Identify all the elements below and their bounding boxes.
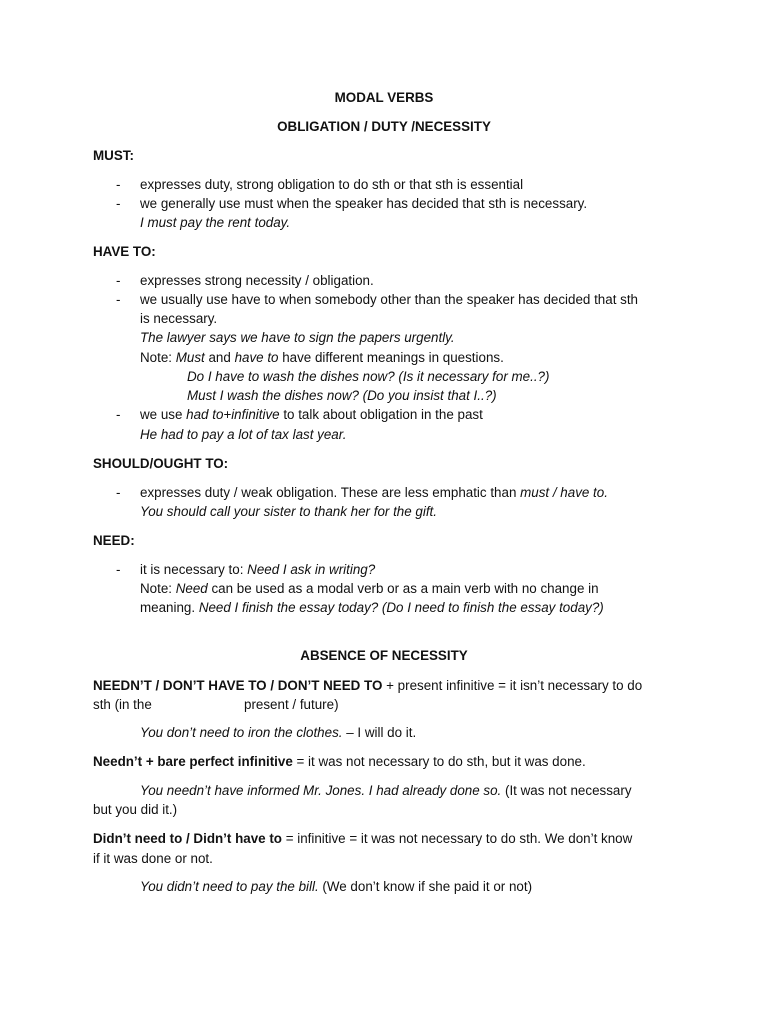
bullet-dash: - — [116, 292, 121, 307]
absence-para-3-line-2: if it was done or not. — [93, 851, 213, 866]
need-note: Note: Need can be used as a modal verb or as a main verb with no change in — [140, 581, 599, 596]
have-to-bullet-2-line-2: is necessary. — [140, 311, 218, 326]
absence-para-3-line-1: Didn’t need to / Didn’t have to = infinitive = it was not necessary to do sth. We don’t know — [93, 831, 633, 846]
have-to-question-2: Must I wash the dishes now? (Do you insist that I..?) — [187, 388, 497, 403]
absence-example-3: You didn’t need to pay the bill. (We don’t know if she paid it or not) — [140, 879, 533, 894]
have-to-bullet-2-line-1: we usually use have to when somebody other than the speaker has decided that sth — [140, 292, 639, 307]
have-to-example-2: He had to pay a lot of tax last year. — [140, 427, 347, 442]
absence-example-2-line-2: but you did it.) — [93, 802, 178, 817]
absence-example-2: You needn’t have informed Mr. Jones. I had already done so. (It was not necessary — [140, 783, 632, 798]
bullet-dash: - — [116, 196, 121, 211]
absence-para-1-line-1: NEEDN’T / DON’T HAVE TO / DON’T NEED TO + present infinitive = it isn’t necessary to do — [93, 678, 643, 693]
have-to-question-1: Do I have to wash the dishes now? (Is it necessary for me..?) — [187, 369, 550, 384]
should-bullet-1: expresses duty / weak obligation. These are less emphatic than must / have to. — [140, 485, 608, 500]
bullet-dash: - — [116, 407, 121, 422]
heading-should: SHOULD/OUGHT TO: — [93, 456, 229, 471]
heading-have-to: HAVE TO: — [93, 244, 156, 259]
absence-example-1: You don’t need to iron the clothes. – I will do it. — [140, 725, 417, 740]
should-example: You should call your sister to thank her for the gift. — [140, 504, 437, 519]
bullet-dash: - — [116, 485, 121, 500]
need-note-line-2: meaning. Need I finish the essay today? (Do I need to finish the essay today?) — [140, 600, 604, 615]
document-subtitle: OBLIGATION / DUTY /NECESSITY — [277, 119, 491, 134]
have-to-bullet-1: expresses strong necessity / obligation. — [140, 273, 374, 288]
heading-need: NEED: — [93, 533, 135, 548]
bullet-dash: - — [116, 177, 121, 192]
must-example: I must pay the rent today. — [140, 215, 291, 230]
absence-para-1-line-2a: sth (in the — [93, 697, 152, 712]
have-to-bullet-3: we use had to+infinitive to talk about obligation in the past — [140, 407, 483, 422]
have-to-example-1: The lawyer says we have to sign the papers urgently. — [140, 330, 455, 345]
must-bullet-2: we generally use must when the speaker has decided that sth is necessary. — [140, 196, 588, 211]
absence-para-1-line-2b: present / future) — [244, 697, 339, 712]
heading-absence-of-necessity: ABSENCE OF NECESSITY — [300, 648, 468, 663]
absence-para-2: Needn’t + bare perfect infinitive = it was not necessary to do sth, but it was done. — [93, 754, 586, 769]
bullet-dash: - — [116, 273, 121, 288]
must-bullet-1: expresses duty, strong obligation to do sth or that sth is essential — [140, 177, 524, 192]
heading-must: MUST: — [93, 148, 134, 163]
document-title: MODAL VERBS — [334, 90, 434, 105]
have-to-note: Note: Must and have to have different meanings in questions. — [140, 350, 504, 365]
need-bullet-1: it is necessary to: Need I ask in writing? — [140, 562, 376, 577]
bullet-dash: - — [116, 562, 121, 577]
